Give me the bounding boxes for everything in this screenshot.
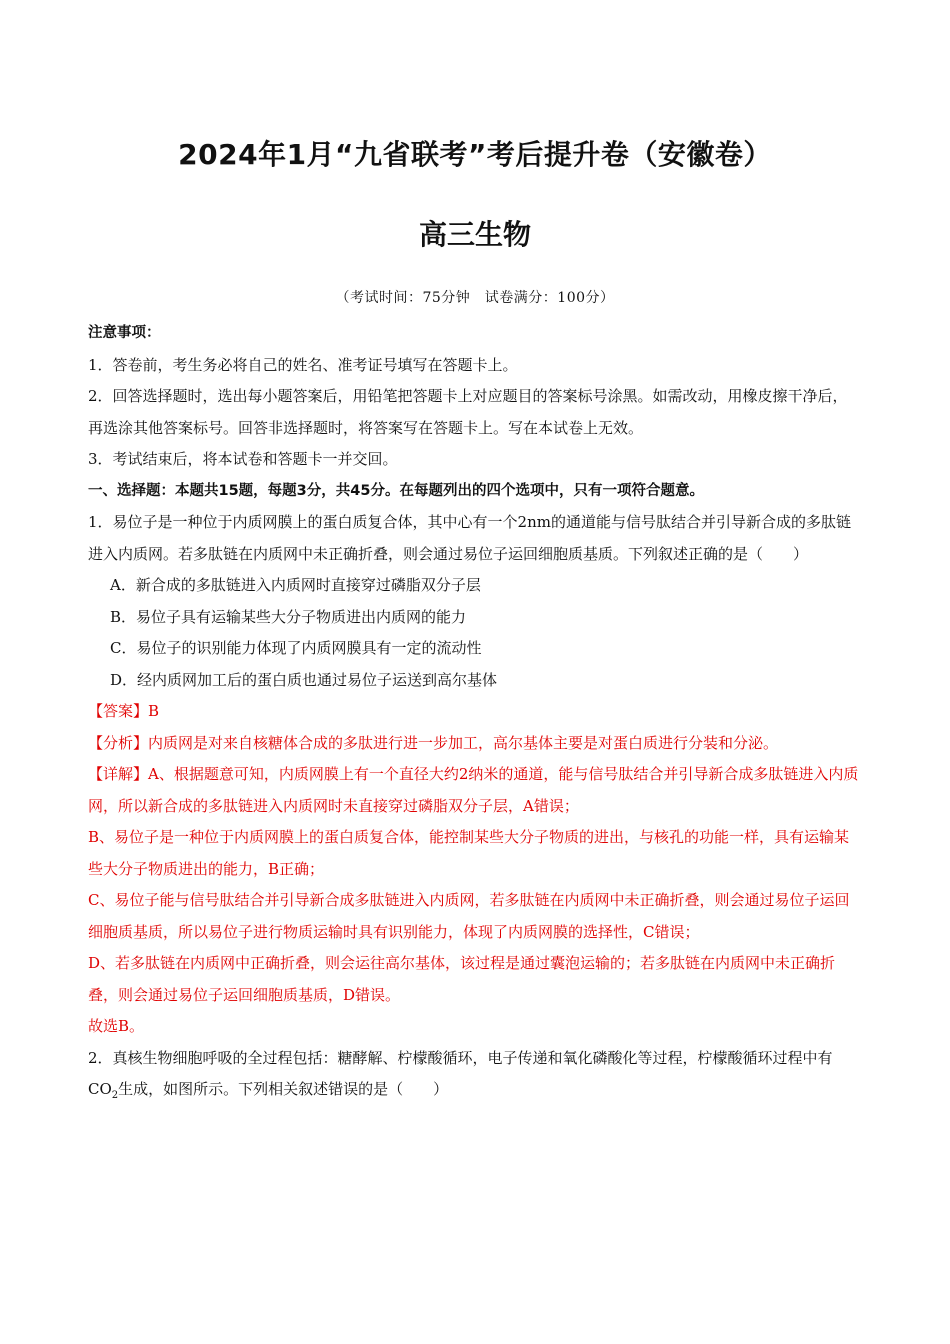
question-1-detail-b: B、易位子是一种位于内质网膜上的蛋白质复合体，能控制某些大分子物质的进出，与核孔的功能一样，具有运输某些大分子物质进出的能力，B正确； <box>88 828 850 878</box>
document-body <box>88 318 862 1112</box>
question-1-option-d: D．经内质网加工后的蛋白质也通过易位子运送到高尔基体 <box>110 670 498 689</box>
section-heading: 一、选择题：本题共15题，每题3分，共45分。在每题列出的四个选项中，只有一项符合题意。 <box>88 482 704 499</box>
question-1-answer: 【答案】B <box>88 702 160 720</box>
notice-item: 1．答卷前，考生务必将自己的姓名、准考证号填写在答题卡上。 <box>88 355 518 374</box>
question-2-stem-part2: 生成，如图所示。下列相关叙述错误的是（ ） <box>118 1080 449 1098</box>
notice-item: 3．考试结束后，将本试卷和答题卡一并交回。 <box>88 450 398 468</box>
notice-item: 2．回答选择题时，选出每小题答案后，用铅笔把答题卡上对应题目的答案标号涂黑。如需改动，用橡皮擦干净后，再选涂其他答案标号。回答非选择题时，将答案写在答题卡上。写在本试卷上无效。 <box>88 387 848 437</box>
question-1-option-c: C．易位子的识别能力体现了内质网膜具有一定的流动性 <box>110 639 482 657</box>
page-title: 2024年1月“九省联考”考后提升卷（安徽卷） <box>178 138 772 171</box>
exam-info: （考试时间：75分钟 试卷满分：100分） <box>335 290 615 306</box>
question-1-detail-c: C、易位子能与信号肽结合并引导新合成多肽链进入内质网，若多肽链在内质网中未正确折叠，则会通过易位子运回细胞质基质，所以易位子进行物质运输时具有识别能力，体现了内质网膜的选择性，C错误； <box>88 891 850 941</box>
question-1-option-b: B．易位子具有运输某些大分子物质进出内质网的能力 <box>110 607 467 626</box>
question-1-stem: 1．易位子是一种位于内质网膜上的蛋白质复合体，其中心有一个2nm的通道能与信号肽结合并引导新合成的多肽链进入内质网。若多肽链在内质网中未正确折叠，则会通过易位子运回细胞质基质。下列叙述正确的是（ ） <box>88 513 851 563</box>
question-1-analysis: 【分析】内质网是对来自核糖体合成的多肽进行进一步加工，高尔基体主要是对蛋白质进行分装和分泌。 <box>88 733 779 752</box>
question-1-conclusion: 故选B。 <box>88 1017 145 1035</box>
subject-title: 高三生物 <box>418 218 531 251</box>
question-1-option-a: A．新合成的多肽链进入内质网时直接穿过磷脂双分子层 <box>110 576 481 594</box>
co2-subscript: 2 <box>111 1090 119 1101</box>
notice-heading: 注意事项： <box>88 325 161 341</box>
question-2-stem-part1: 2．真核生物细胞呼吸的全过程包括：糖酵解、柠檬酸循环，电子传递和氧化磷酸化等过程，柠檬酸循环过程中有CO <box>88 1048 833 1098</box>
question-2-stem <box>88 1043 862 1112</box>
question-1-detail-d: D、若多肽链在内质网中正确折叠，则会运往高尔基体，该过程是通过囊泡运输的；若多肽链在内质网中未正确折叠，则会通过易位子运回细胞质基质，D错误。 <box>88 954 836 1004</box>
question-1-detail-a: 【详解】A、根据题意可知，内质网膜上有一个直径大约2纳米的通道，能与信号肽结合并引导新合成多肽链进入内质网，所以新合成的多肽链进入内质网时未直接穿过磷脂双分子层，A错误； <box>88 765 859 815</box>
